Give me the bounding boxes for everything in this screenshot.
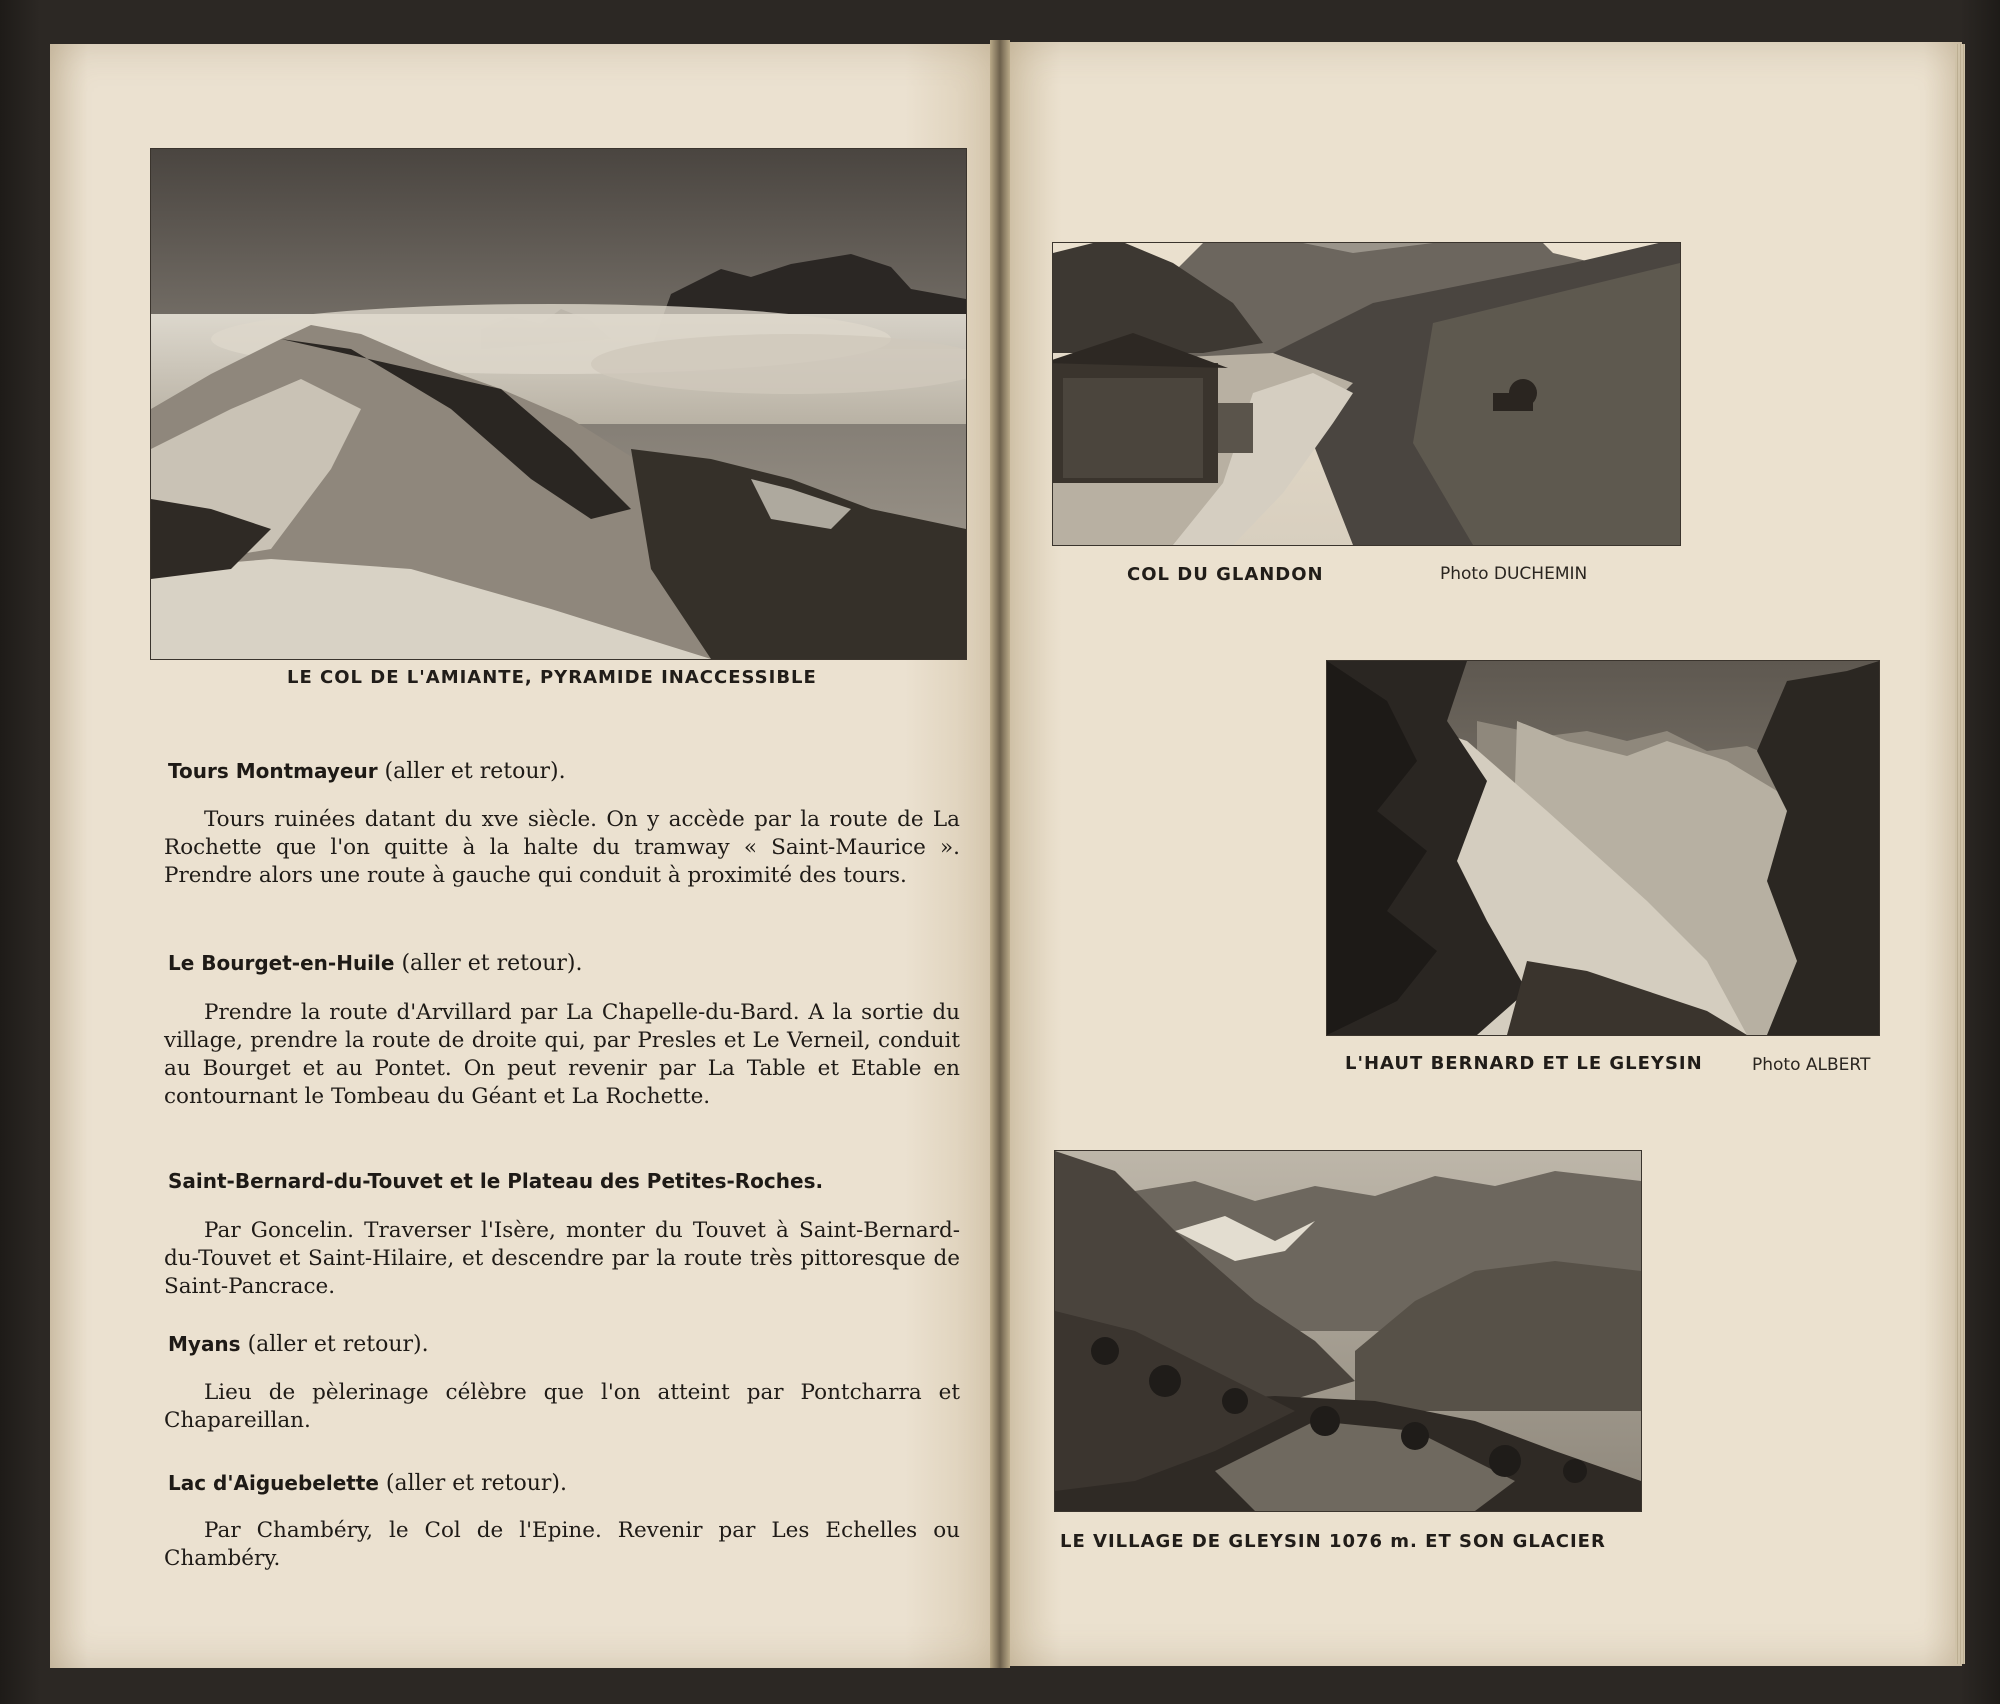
book-gutter xyxy=(990,40,1010,1668)
entry-body-lac-aiguebelette: Par Chambéry, le Col de l'Epine. Revenir par Les Echelles ou Chambéry. xyxy=(164,1518,960,1571)
caption-haut-bernard: L'HAUT BERNARD ET LE GLEYSIN xyxy=(1345,1053,1703,1074)
photo-col-amiante-image xyxy=(151,149,966,659)
entry-name: Saint-Bernard-du-Touvet et le Plateau des Petites-Roches. xyxy=(168,1169,824,1193)
photo-village-gleysin xyxy=(1054,1150,1642,1512)
entry-suffix: (aller et retour). xyxy=(394,951,583,976)
entry-body-bourget-en-huile: Prendre la route d'Arvillard par La Chapelle-du-Bard. A la sortie du village, prendre la route de droite qui, par Presles et Le Verneil, conduit au Bourget et au Pontet. On peut revenir par La Table et Etable en contournant le Tombeau du Géant et La Rochette. xyxy=(164,1000,960,1109)
photo-haut-bernard xyxy=(1326,660,1880,1036)
photo-col-amiante xyxy=(150,148,967,660)
photo-col-glandon-image xyxy=(1053,243,1680,545)
caption-village-gleysin: LE VILLAGE DE GLEYSIN 1076 m. ET SON GLACIER xyxy=(1060,1531,1606,1552)
entry-body-tours-montmayeur: Tours ruinées datant du xve siècle. On y accède par la route de La Rochette que l'on quitte à la halte du tramway « Saint-Maurice ». Prendre alors une route à gauche qui conduit à proximité des tours. xyxy=(164,807,960,888)
photo-col-glandon xyxy=(1052,242,1681,546)
entry-name: Myans xyxy=(168,1332,241,1356)
photo-village-gleysin-image xyxy=(1055,1151,1641,1511)
entry-title-lac-aiguebelette xyxy=(168,1471,567,1496)
caption-col-glandon: COL DU GLANDON xyxy=(1127,564,1324,585)
entry-body-myans: Lieu de pèlerinage célèbre que l'on atteint par Pontcharra et Chapareillan. xyxy=(164,1380,960,1433)
entry-name: Lac d'Aiguebelette xyxy=(168,1471,379,1495)
entry-suffix: (aller et retour). xyxy=(240,1332,429,1357)
entry-name: Tours Montmayeur xyxy=(168,759,378,783)
entry-suffix: (aller et retour). xyxy=(377,759,566,784)
entry-title-tours-montmayeur xyxy=(168,759,566,784)
caption-col-amiante: LE COL DE L'AMIANTE, PYRAMIDE INACCESSIBLE xyxy=(287,667,817,688)
photo-haut-bernard-image xyxy=(1327,661,1879,1035)
credit-col-glandon: Photo DUCHEMIN xyxy=(1440,564,1588,584)
entry-title-myans xyxy=(168,1332,429,1357)
page-stack-edge xyxy=(1955,44,1965,1664)
entry-name: Le Bourget-en-Huile xyxy=(168,951,395,975)
entry-title-bourget-en-huile xyxy=(168,951,583,976)
entry-title-saint-bernard xyxy=(168,1169,823,1194)
credit-haut-bernard: Photo ALBERT xyxy=(1752,1055,1871,1075)
entry-body-saint-bernard: Par Goncelin. Traverser l'Isère, monter du Touvet à Saint-Bernard-du-Touvet et Saint-Hilaire, et descendre par la route très pittoresque de Saint-Pancrace. xyxy=(164,1218,960,1299)
entry-suffix: (aller et retour). xyxy=(378,1471,567,1496)
